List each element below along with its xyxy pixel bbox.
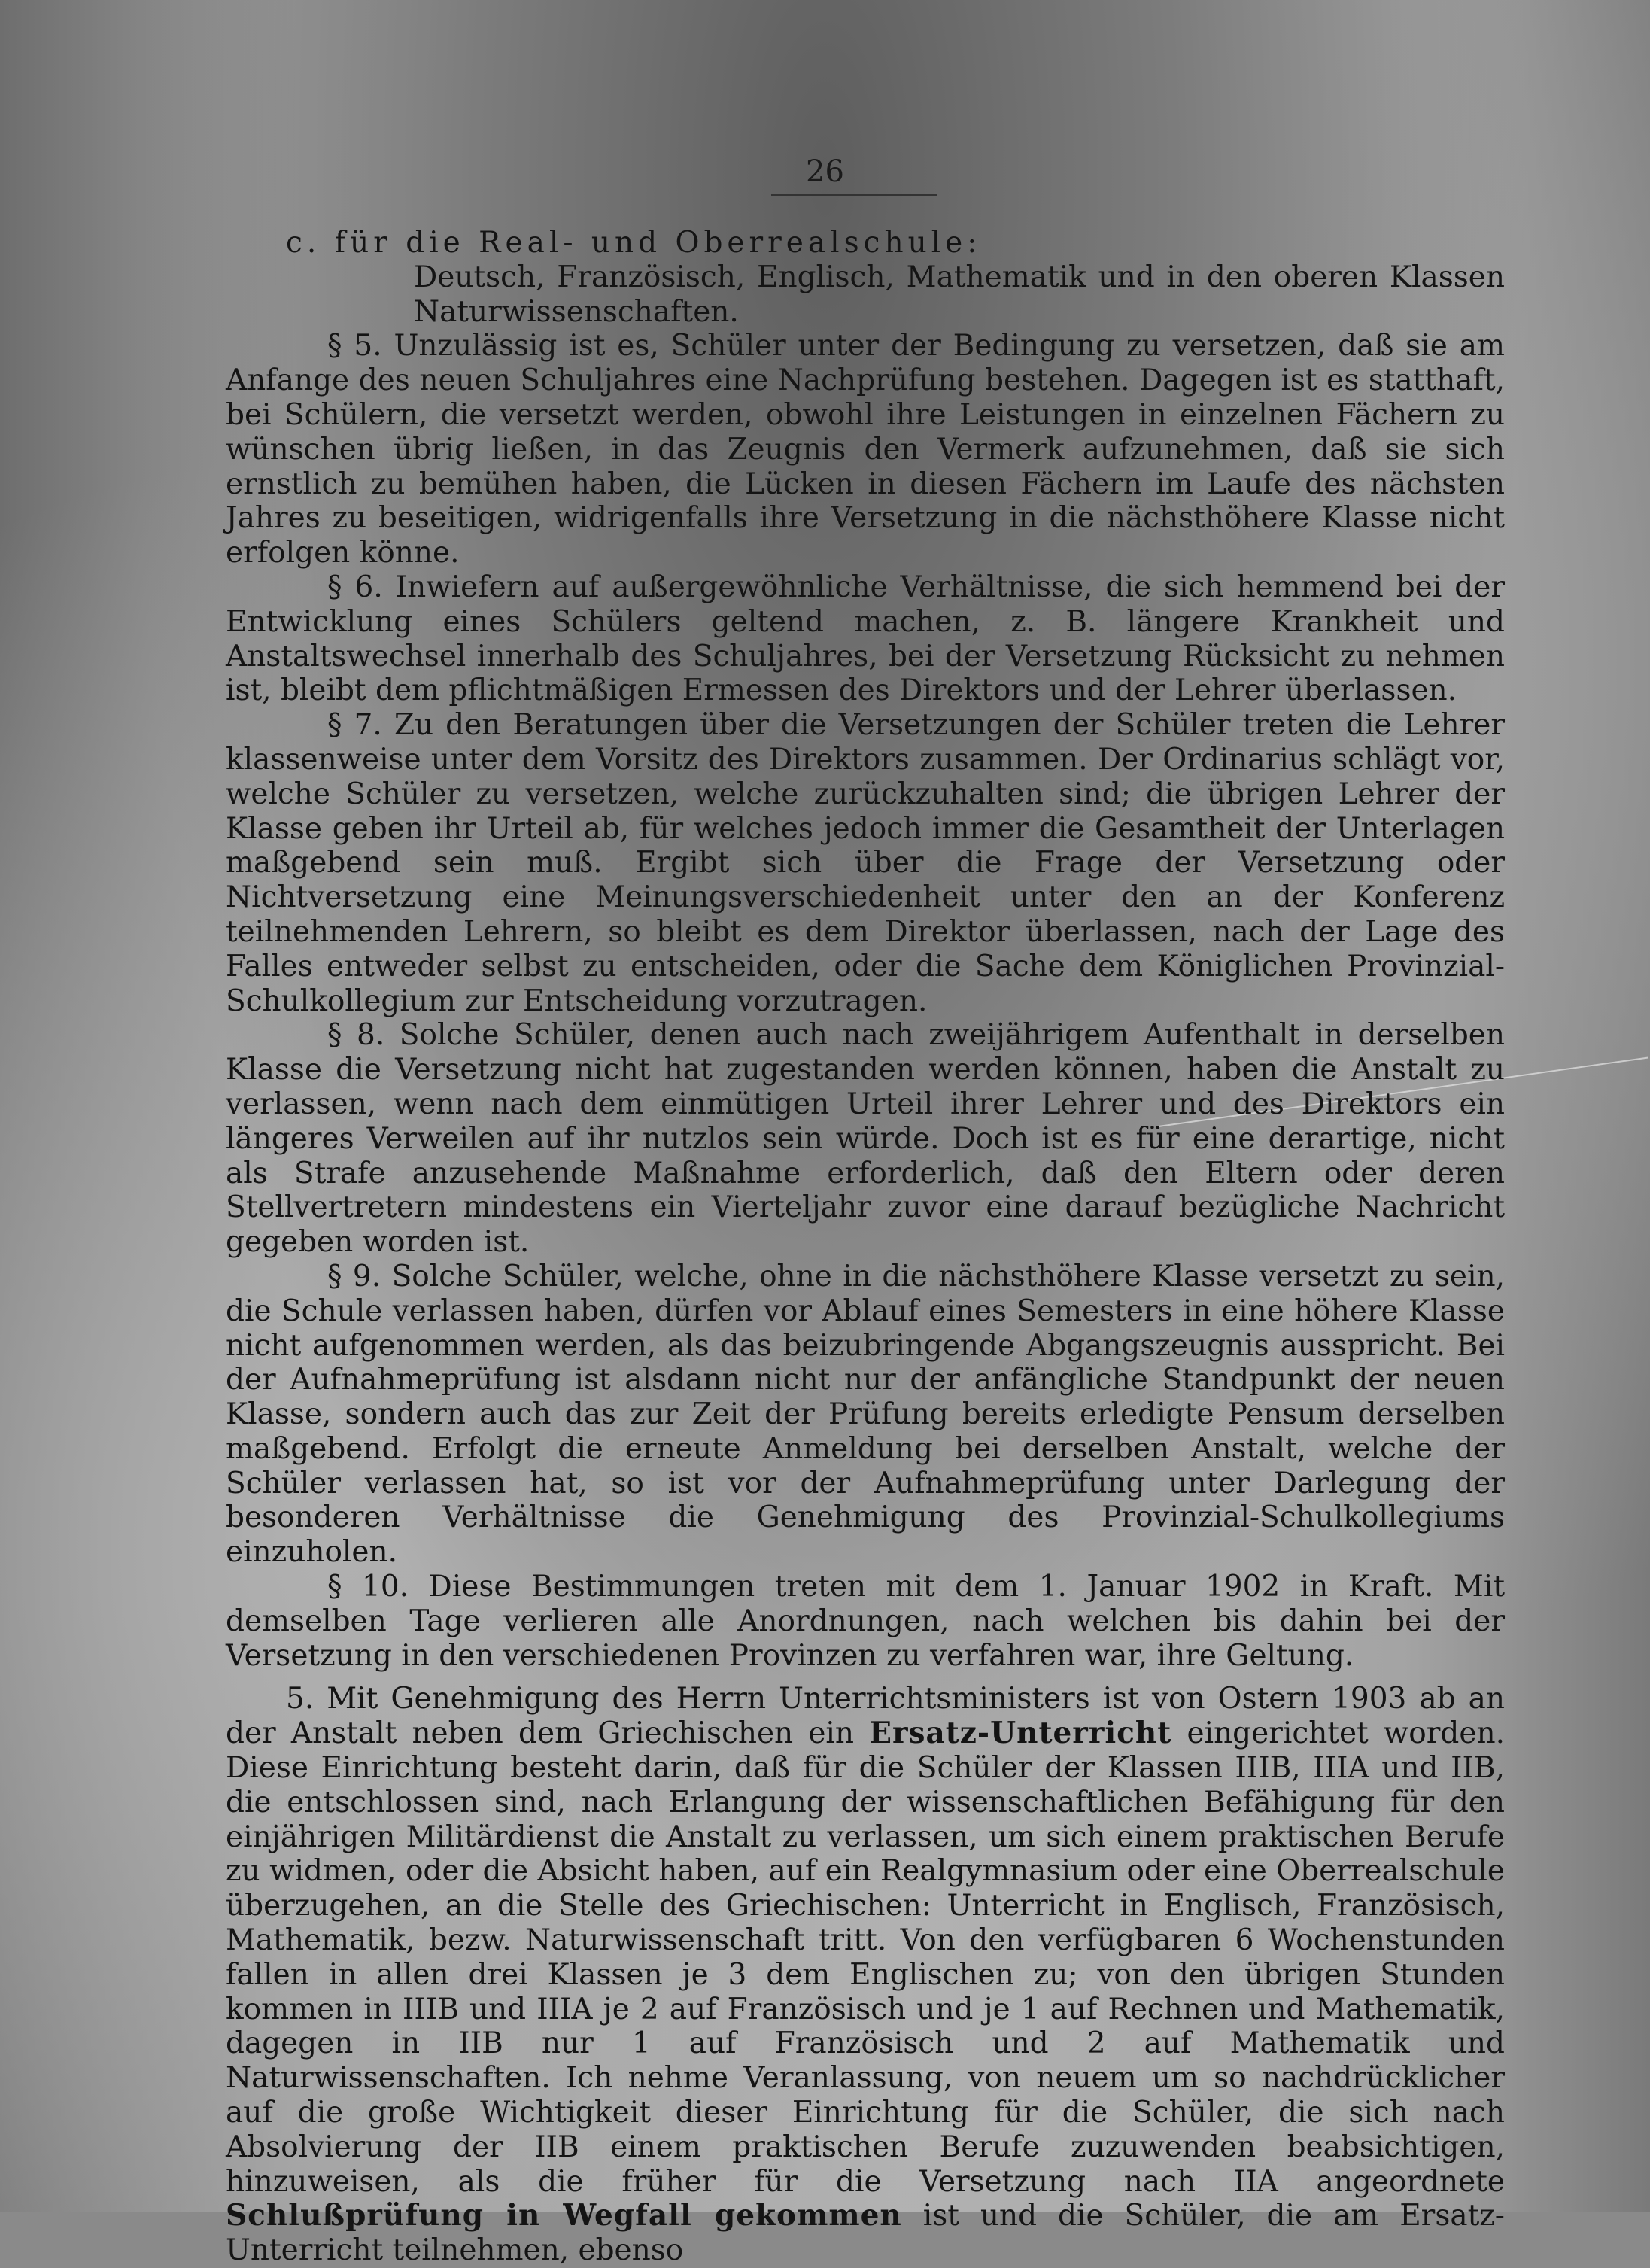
item5-emphasis-ersatz: Ersatz-Unterricht (869, 1716, 1172, 1751)
item-c-text: Deutsch, Französisch, Englisch, Mathematik und in den oberen Klassen Naturwissenschaften. (414, 260, 1505, 329)
paragraph-item5 (226, 1682, 1505, 2268)
page-number-rule (771, 194, 937, 196)
item5-emphasis-schlusspruefung: Schlußprüfung in Wegfall gekommen (226, 2198, 902, 2233)
paragraph-sec7: § 7. Zu den Beratungen über die Versetzungen der Schüler treten die Lehrer klassenweise unter dem Vorsitz des Direktors zusammen. Der Ordinarius schlägt vor, welche Schüler zu versetzen, welche zurückzuhalten sind; die übrigen Lehrer der Klasse geben ihr Urteil ab, für welches jedoch immer die Gesamtheit der Unterlagen maßgebend sein muß. Ergibt sich über die Frage der Versetzung oder Nichtversetzung eine Meinungsverschiedenheit unter den an der Konferenz teilnehmenden Lehrern, so bleibt es dem Direktor überlassen, nach der Lage des Falles entweder selbst zu entscheiden, oder die Sache dem Königlichen Provinzial-Schulkollegium zur Entscheidung vorzutragen. (226, 708, 1505, 1018)
item5-text-c: ist und die Schüler, die am Ersatz-Unterricht teilnehmen, ebenso (226, 2199, 1505, 2268)
paragraph-sec9: § 9. Solche Schüler, welche, ohne in die nächsthöhere Klasse versetzt zu sein, die Schule verlassen haben, dürfen vor Ablauf eines Semesters in eine höhere Klasse nicht aufgenommen werden, als das beizubringende Abgangszeugnis ausspricht. Bei der Aufnahmeprüfung ist alsdann nicht nur der anfängliche Standpunkt der neuen Klasse, sondern auch das zur Zeit der Prüfung bereits erledigte Pensum derselben maßgebend. Erfolgt die erneute Anmeldung bei derselben Anstalt, welche der Schüler verlassen hat, so ist vor der Aufnahmeprüfung unter Darlegung der besonderen Verhältnisse die Genehmigung des Provinzial-Schulkollegiums einzuholen. (226, 1259, 1505, 1570)
item5-text-a: 5. Mit Genehmigung des Herrn Unterrichtsministers ist von Ostern 1903 ab an der Anstalt neben dem Griechischen ein (226, 1682, 1505, 1751)
page-number: 26 (806, 154, 844, 189)
paragraph-sec5: § 5. Unzulässig ist es, Schüler unter der Bedingung zu versetzen, daß sie am Anfange des neuen Schuljahres eine Nachprüfung bestehen. Dagegen ist es statthaft, bei Schülern, die versetzt werden, obwohl ihre Leistungen in einzelnen Fächern zu wünschen übrig ließen, in das Zeugnis den Vermerk aufzunehmen, daß sie sich ernstlich zu bemühen haben, die Lücken in diesen Fächern im Laufe des nächsten Jahres zu beseitigen, widrigenfalls ihre Versetzung in die nächsthöhere Klasse nicht erfolgen könne. (226, 329, 1505, 570)
body-text (226, 226, 1505, 2268)
paragraph-sec10: § 10. Diese Bestimmungen treten mit dem 1. Januar 1902 in Kraft. Mit demselben Tage verlieren alle Anordnungen, nach welchen bis dahin bei der Versetzung in den verschiedenen Provinzen zu verfahren war, ihre Geltung. (226, 1570, 1505, 1673)
paragraph-sec6: § 6. Inwiefern auf außergewöhnliche Verhältnisse, die sich hemmend bei der Entwicklung eines Schülers geltend machen, z. B. längere Krankheit und Anstaltswechsel innerhalb des Schuljahres, bei der Versetzung Rücksicht zu nehmen ist, bleibt dem pflichtmäßigen Ermessen des Direktors und der Lehrer überlassen. (226, 570, 1505, 708)
paragraph-sec8: § 8. Solche Schüler, denen auch nach zweijährigem Aufenthalt in derselben Klasse die Versetzung nicht hat zugestanden werden können, haben die Anstalt zu verlassen, wenn nach dem einmütigen Urteil ihrer Lehrer und des Direktors ein längeres Verweilen auf ihr nutzlos sein würde. Doch ist es für eine derartige, nicht als Strafe anzusehende Maßnahme erforderlich, daß den Eltern oder deren Stellvertretern mindestens ein Vierteljahr zuvor eine darauf bezügliche Nachricht gegeben worden ist. (226, 1018, 1505, 1260)
item5-text-b: eingerichtet worden. Diese Einrichtung besteht darin, daß für die Schüler der Klassen IIIB, IIIA und IIB, die entschlossen sind, nach Erlangung der wissenschaftlichen Befähigung für den einjährigen Militärdienst die Anstalt zu verlassen, um sich einem praktischen Berufe zu widmen, oder die Absicht haben, auf ein Realgymnasium oder eine Oberrealschule überzugehen, an die Stelle des Griechischen: Unterricht in Englisch, Französisch, Mathematik, bezw. Naturwissenschaft tritt. Von den verfügbaren 6 Wochenstunden fallen in allen drei Klassen je 3 dem Englischen zu; von den übrigen Stunden kommen in IIIB und IIIA je 2 auf Französisch und je 1 auf Rechnen und Mathematik, dagegen in IIB nur 1 auf Französisch und 2 auf Mathematik und Naturwissenschaften. Ich nehme Veranlassung, von neuem um so nachdrücklicher auf die große Wichtigkeit dieser Einrichtung für die Schüler, die sich nach Absolvierung der IIB einem praktischen Berufe zuzuwenden beabsichtigen, hinzuweisen, als die früher für die Versetzung nach IIA angeordnete (226, 1716, 1505, 2199)
item-c-label: c. für die Real- und Oberrealschule: (286, 226, 982, 260)
